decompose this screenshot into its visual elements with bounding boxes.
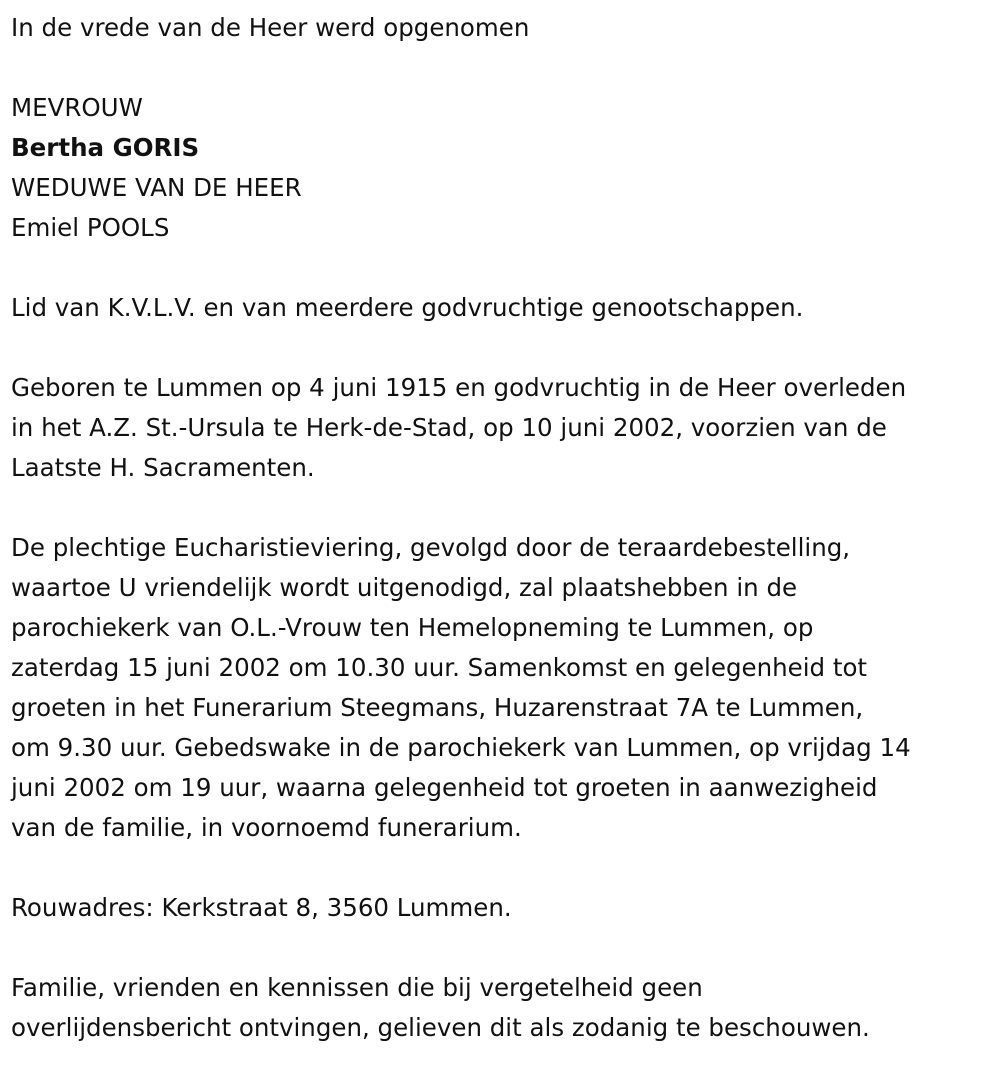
closing-paragraph [11,968,989,1048]
spouse-name: Emiel POOLS [11,213,170,242]
paragraph-line: Laatste H. Sacramenten. [11,453,315,482]
paragraph-line: van de familie, in voornoemd funerarium. [11,813,522,842]
ceremony-paragraph [11,528,989,848]
mourning-address: Rouwadres: Kerkstraat 8, 3560 Lummen. [11,893,512,922]
paragraph-line: Geboren te Lummen op 4 juni 1915 en godvruchtig in de Heer overleden [11,373,907,402]
birth-death-paragraph [11,368,989,488]
spacer [11,848,989,888]
paragraph-line: zaterdag 15 juni 2002 om 10.30 uur. Samenkomst en gelegenheid tot [11,653,868,682]
paragraph-line: De plechtige Eucharistieviering, gevolgd door de teraardebestelling, [11,533,851,562]
spacer [11,928,989,968]
spacer [11,48,989,88]
spacer [11,248,989,288]
intro-text: In de vrede van de Heer werd opgenomen [11,13,530,42]
relation-text: WEDUWE VAN DE HEER [11,173,302,202]
paragraph-line: om 9.30 uur. Gebedswake in de parochiekerk van Lummen, op vrijdag 14 [11,733,911,762]
deceased-name: Bertha GORIS [11,133,200,162]
membership-text: Lid van K.V.L.V. en van meerdere godvruchtige genootschappen. [11,293,804,322]
honorific-title: MEVROUW [11,93,143,122]
spacer [11,328,989,368]
paragraph-line: overlijdensbericht ontvingen, gelieven dit als zodanig te beschouwen. [11,1013,870,1042]
paragraph-line: groeten in het Funerarium Steegmans, Huzarenstraat 7A te Lummen, [11,693,864,722]
spacer [11,488,989,528]
paragraph-line: parochiekerk van O.L.-Vrouw ten Hemelopneming te Lummen, op [11,613,814,642]
paragraph-line: in het A.Z. St.-Ursula te Herk-de-Stad, op 10 juni 2002, voorzien van de [11,413,887,442]
paragraph-line: waartoe U vriendelijk wordt uitgenodigd, zal plaatshebben in de [11,573,798,602]
paragraph-line: juni 2002 om 19 uur, waarna gelegenheid tot groeten in aanwezigheid [11,773,878,802]
paragraph-line: Familie, vrienden en kennissen die bij vergetelheid geen [11,973,703,1002]
